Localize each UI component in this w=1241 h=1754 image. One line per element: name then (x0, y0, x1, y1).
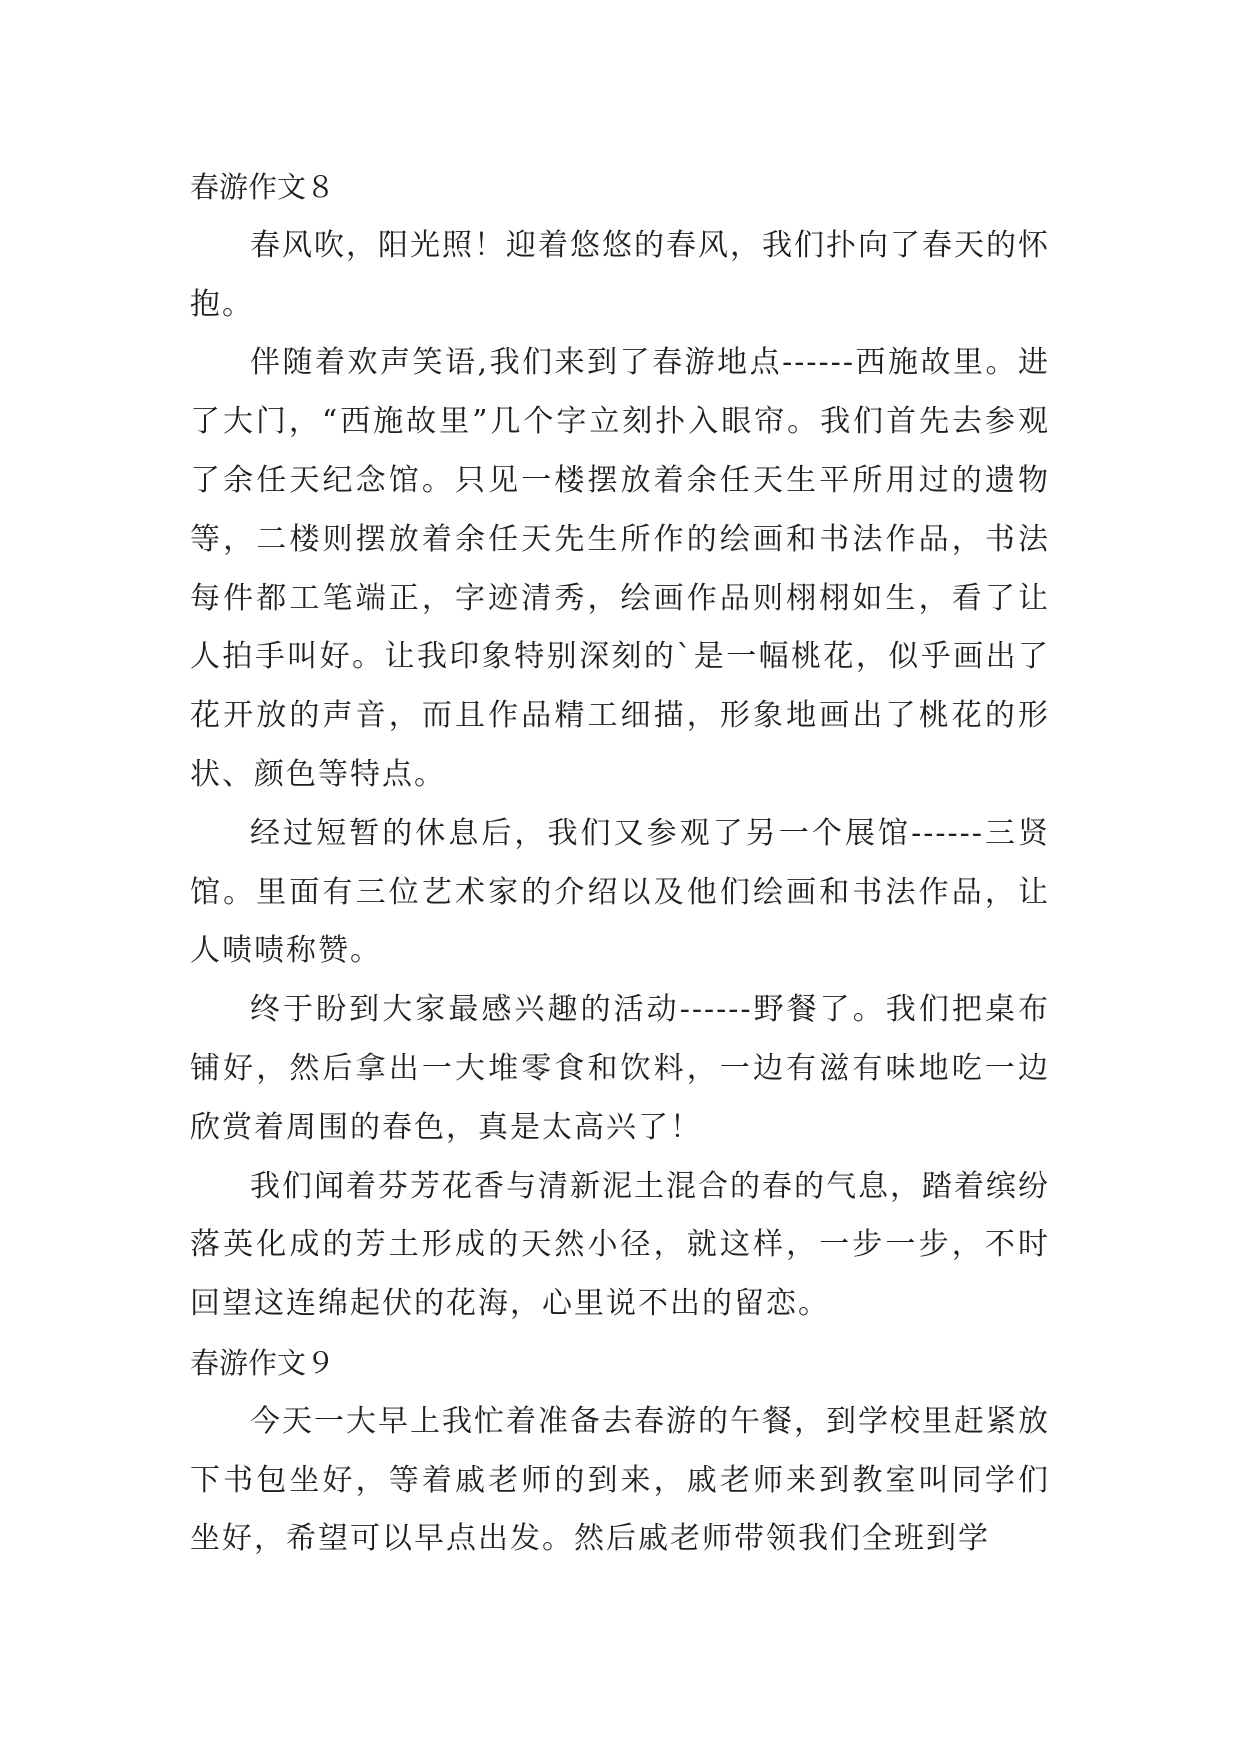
essay-section-9 (190, 1334, 1050, 1569)
paragraph: 伴随着欢声笑语,我们来到了春游地点------西施故里。进了大门，“西施故里”几个字立刻扑入眼帘。我们首先去参观了余任天纪念馆。只见一楼摆放着余任天生平所用过的遗物等，二楼则摆放着余任天先生所作的绘画和书法作品，书法每件都工笔端正，字迹清秀，绘画作品则栩栩如生，看了让人拍手叫好。让我印象特别深刻的`是一幅桃花，似乎画出了花开放的声音，而且作品精工细描，形象地画出了桃花的形状、颜色等特点。 (190, 345, 1050, 792)
essay-section-8 (190, 158, 1050, 1334)
paragraph: 我们闻着芬芳花香与清新泥土混合的春的气息，踏着缤纷落英化成的芳土形成的天然小径，就这样，一步一步，不时回望这连绵起伏的花海，心里说不出的留恋。 (190, 1168, 1050, 1322)
essay-title: 春游作文８ (190, 170, 336, 204)
document-page (190, 158, 1050, 1569)
paragraph: 终于盼到大家最感兴趣的活动------野餐了。我们把桌布铺好，然后拿出一大堆零食和饮料，一边有滋有味地吃一边欣赏着周围的春色，真是太高兴了！ (190, 992, 1050, 1145)
paragraph: 经过短暂的休息后，我们又参观了另一个展馆------三贤馆。里面有三位艺术家的介绍以及他们绘画和书法作品，让人啧啧称赞。 (190, 815, 1050, 969)
paragraph: 春风吹，阳光照！迎着悠悠的春风，我们扑向了春天的怀抱。 (190, 227, 1050, 322)
paragraph: 今天一大早上我忙着准备去春游的午餐，到学校里赶紧放下书包坐好，等着戚老师的到来，戚老师来到教室叫同学们坐好，希望可以早点出发。然后戚老师带领我们全班到学 (190, 1403, 1050, 1557)
essay-title: 春游作文９ (190, 1345, 336, 1380)
